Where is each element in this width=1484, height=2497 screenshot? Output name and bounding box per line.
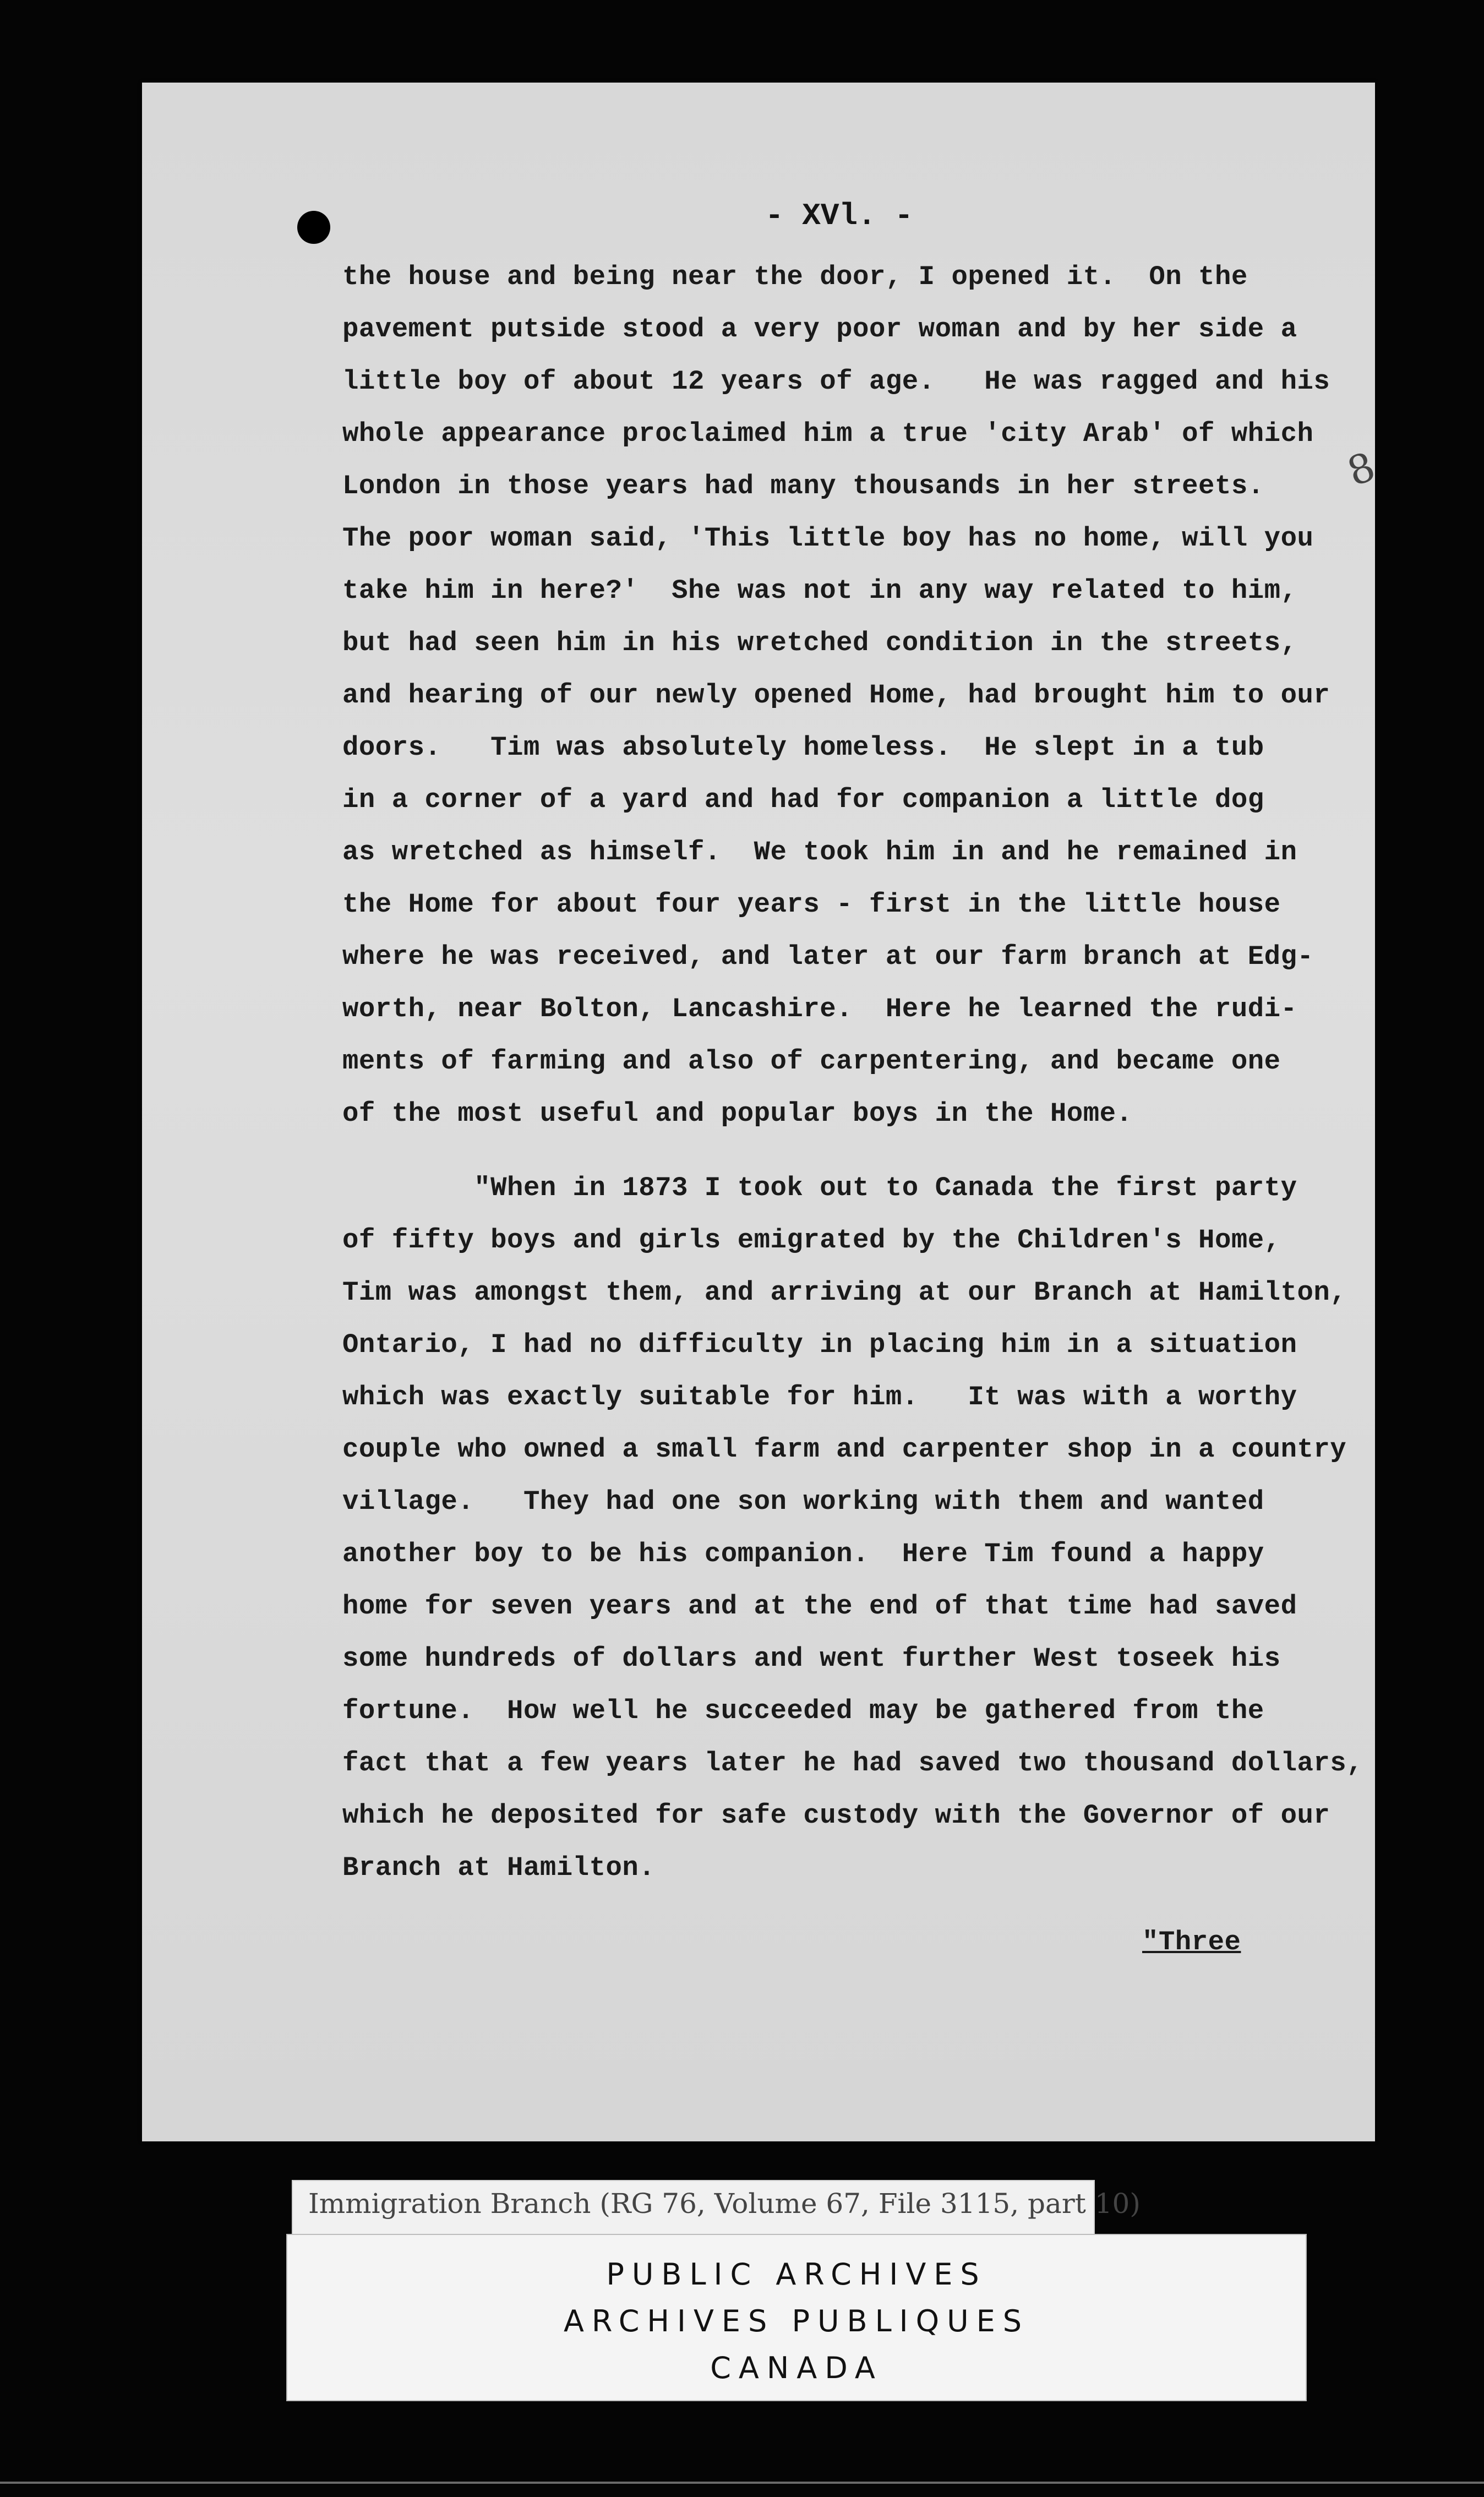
body-line: and hearing of our newly opened Home, had brought him to our bbox=[342, 680, 1330, 711]
body-line: which was exactly suitable for him. It was with a worthy bbox=[342, 1382, 1297, 1413]
body-line: of the most useful and popular boys in the Home. bbox=[342, 1098, 1133, 1129]
page-number: - XVl. - bbox=[765, 198, 913, 233]
catchword: "Three bbox=[1142, 1927, 1241, 1958]
body-line: The poor woman said, 'This little boy has no home, will you bbox=[342, 523, 1314, 554]
body-line: London in those years had many thousands in her streets. bbox=[342, 471, 1264, 501]
body-line: fortune. How well he succeeded may be gathered from the bbox=[342, 1695, 1264, 1726]
body-line: ments of farming and also of carpentering, and became one bbox=[342, 1046, 1281, 1077]
film-edge-rule bbox=[0, 2482, 1484, 2484]
stamp-line-2: ARCHIVES PUBLIQUES bbox=[563, 2304, 1030, 2338]
margin-pencil-mark: 8 bbox=[1341, 443, 1381, 495]
body-line: doors. Tim was absolutely homeless. He slept in a tub bbox=[342, 732, 1264, 763]
body-line: home for seven years and at the end of that time had saved bbox=[342, 1591, 1297, 1622]
body-line: another boy to be his companion. Here Tim found a happy bbox=[342, 1539, 1264, 1569]
body-line: the Home for about four years - first in the little house bbox=[342, 889, 1281, 920]
body-line: fact that a few years later he had saved two thousand dollars, bbox=[342, 1748, 1363, 1779]
body-line: where he was received, and later at our farm branch at Edg- bbox=[342, 941, 1314, 972]
body-line: some hundreds of dollars and went further West toseek his bbox=[342, 1643, 1281, 1674]
body-line: the house and being near the door, I opened it. On the bbox=[342, 261, 1248, 292]
body-line: little boy of about 12 years of age. He was ragged and his bbox=[342, 366, 1330, 397]
archive-reference-label bbox=[292, 2180, 1141, 2237]
body-line: as wretched as himself. We took him in and he remained in bbox=[342, 837, 1297, 868]
archive-reference-text: Immigration Branch (RG 76, Volume 67, File 3115, part 10) bbox=[308, 2188, 1141, 2220]
body-line: couple who owned a small farm and carpenter shop in a country bbox=[342, 1434, 1347, 1465]
body-line: which he deposited for safe custody with the Governor of our bbox=[342, 1800, 1330, 1831]
body-line: of fifty boys and girls emigrated by the Children's Home, bbox=[342, 1225, 1281, 1256]
stamp-line-1: PUBLIC ARCHIVES bbox=[606, 2257, 987, 2292]
body-line: worth, near Bolton, Lancashire. Here he learned the rudi- bbox=[342, 994, 1297, 1024]
body-line: Branch at Hamilton. bbox=[342, 1852, 656, 1883]
body-line: village. They had one son working with them and wanted bbox=[342, 1486, 1264, 1517]
stamp-line-3: CANADA bbox=[710, 2351, 883, 2385]
body-line: Tim was amongst them, and arriving at our Branch at Hamilton, bbox=[342, 1277, 1347, 1308]
body-line: Ontario, I had no difficulty in placing him in a situation bbox=[342, 1329, 1297, 1360]
body-line: "When in 1873 I took out to Canada the first party bbox=[342, 1173, 1297, 1203]
archives-stamp bbox=[286, 2234, 1307, 2401]
body-line: but had seen him in his wretched condition in the streets, bbox=[342, 628, 1297, 658]
body-line: in a corner of a yard and had for companion a little dog bbox=[342, 784, 1264, 815]
body-line: whole appearance proclaimed him a true 'city Arab' of which bbox=[342, 418, 1314, 449]
punch-hole bbox=[297, 211, 330, 244]
body-line: take him in here?' She was not in any way related to him, bbox=[342, 575, 1297, 606]
body-line: pavement putside stood a very poor woman and by her side a bbox=[342, 314, 1297, 345]
